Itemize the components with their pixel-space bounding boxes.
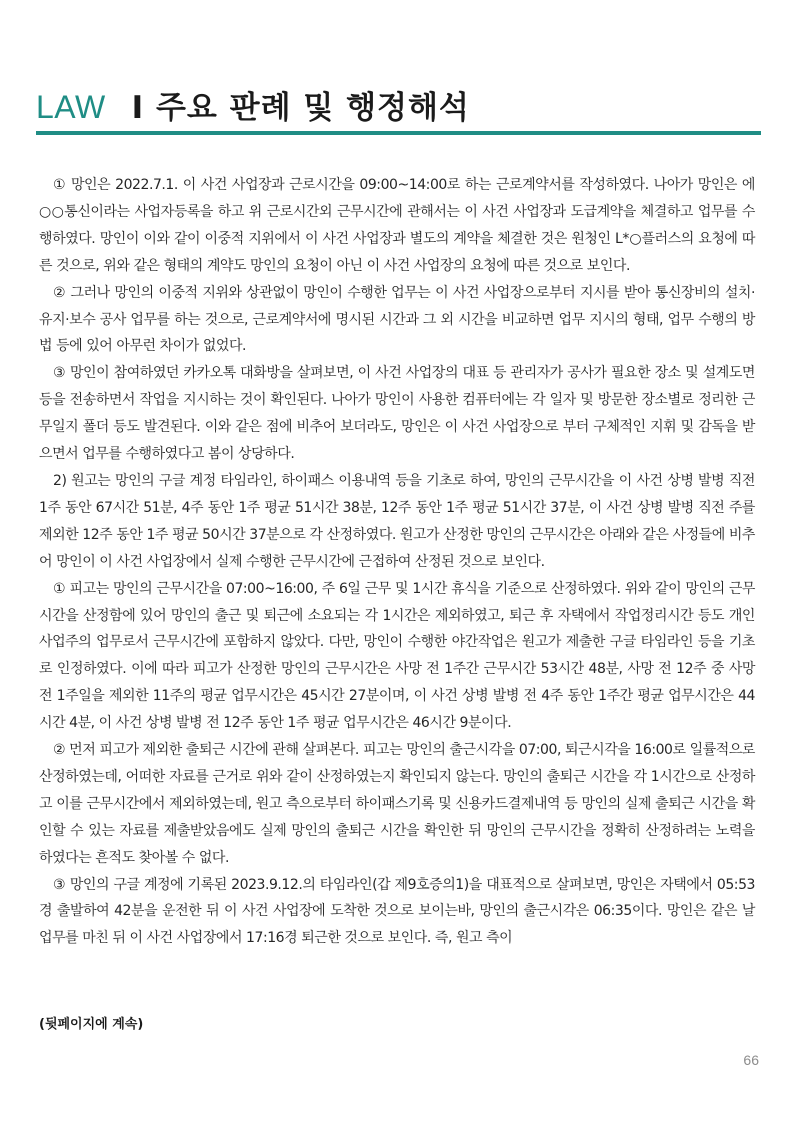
page-header: [36, 82, 470, 126]
paragraph: ③ 망인이 참여하였던 카카오톡 대화방을 살펴보면, 이 사건 사업장의 대표 등 관리자가 공사가 필요한 장소 및 설계도면 등을 전송하면서 작업을 지시하는 것이 확인된다. 나아가 망인이 사용한 컴퓨터에는 각 일자 및 방문한 장소별로 정리한 근무일지 폴더 등도 발견된다. 이와 같은 점에 비추어 보더라도, 망인은 이 사건 사업장으로 부터 구체적인 지휘 및 감독을 받으면서 업무를 수행하였다고 봄이 상당하다.: [39, 365, 755, 463]
header-divider: [36, 131, 761, 135]
document-body: [39, 172, 755, 952]
page-title: I 주요 판례 및 행정해석: [131, 90, 470, 126]
paragraph: ① 망인은 2022.7.1. 이 사건 사업장과 근로시간을 09:00~14:00로 하는 근로계약서를 작성하였다. 나아가 망인은 에○○통신이라는 사업자등록을 하고 위 근로시간외 근무시간에 관해서는 이 사건 사업장과 도급계약을 체결하고 업무를 수행하였다. 망인이 이와 같이 이중적 지위에서 이 사건 사업장과 별도의 계약을 체결한 것은 원청인 L*○플러스의 요청에 따른 것으로, 위와 같은 형태의 계약도 망인의 요청이 아닌 이 사건 사업장의 요청에 따른 것으로 보인다.: [39, 177, 755, 274]
section-label: LAW: [36, 89, 106, 125]
page-number: 66: [743, 1052, 759, 1068]
paragraph: ③ 망인의 구글 계정에 기록된 2023.9.12.의 타임라인(갑 제9호증의1)을 대표적으로 살펴보면, 망인은 자택에서 05:53경 출발하여 42분을 운전한 뒤 이 사건 사업장에 도착한 것으로 보이는바, 망인의 출근시각은 06:35이다. 망인은 같은 날 업무를 마친 뒤 이 사건 사업장에서 17:16경 퇴근한 것으로 보인다. 즉, 원고 측이: [39, 876, 755, 947]
paragraph: ② 그러나 망인의 이중적 지위와 상관없이 망인이 수행한 업무는 이 사건 사업장으로부터 지시를 받아 통신장비의 설치·유지·보수 공사 업무를 하는 것으로, 근로계약서에 명시된 시간과 그 외 시간을 비교하면 업무 지시의 형태, 업무 수행의 방법 등에 있어 아무런 차이가 없었다.: [39, 284, 755, 355]
paragraph: ① 피고는 망인의 근무시간을 07:00~16:00, 주 6일 근무 및 1시간 휴식을 기준으로 산정하였다. 위와 같이 망인의 근무시간을 산정함에 있어 망인의 출근 및 퇴근에 소요되는 각 1시간은 제외하였고, 퇴근 후 자택에서 작업정리시간 등도 개인사업주의 업무로서 근무시간에 포함하지 않았다. 다만, 망인이 수행한 야간작업은 원고가 제출한 구글 타임라인 등을 기초로 인정하였다. 이에 따라 피고가 산정한 망인의 근무시간은 사망 전 1주간 근무시간 53시간 48분, 사망 전 12주 중 사망 전 1주일을 제외한 11주의 평균 업무시간은 45시간 27분이며, 이 사건 상병 발병 전 4주 동안 1주간 평균 업무시간은 44시간 4분, 이 사건 상병 발병 전 12주 동안 1주 평균 업무시간은 46시간 9분이다.: [39, 580, 755, 732]
continued-note: (뒷페이지에 계속): [39, 1017, 144, 1032]
paragraph: 2) 원고는 망인의 구글 계정 타임라인, 하이패스 이용내역 등을 기초로 하여, 망인의 근무시간을 이 사건 상병 발병 직전 1주 동안 67시간 51분, 4주 동안 1주 평균 51시간 38분, 12주 동안 1주 평균 51시간 37분, 이 사건 상병 발병 직전 주를 제외한 12주 동안 1주 평균 50시간 37분으로 각 산정하였다. 원고가 산정한 망인의 근무시간은 아래와 같은 사정들에 비추어 망인이 이 사건 사업장에서 실제 수행한 근무시간에 근접하여 산정된 것으로 보인다.: [39, 472, 755, 570]
paragraph: ② 먼저 피고가 제외한 출퇴근 시간에 관해 살펴본다. 피고는 망인의 출근시각을 07:00, 퇴근시각을 16:00로 일률적으로 산정하였는데, 어떠한 자료를 근거로 위와 같이 산정하였는지 확인되지 않는다. 망인의 출퇴근 시간을 각 1시간으로 산정하고 이를 근무시간에서 제외하였는데, 원고 측으로부터 하이패스기록 및 신용카드결제내역 등 망인의 실제 출퇴근 시간을 확인할 수 있는 자료를 제출받았음에도 실제 망인의 출퇴근 시간을 확인한 뒤 망인의 근무시간을 정확히 산정하려는 노력을 하였다는 흔적도 찾아볼 수 없다.: [39, 742, 755, 866]
